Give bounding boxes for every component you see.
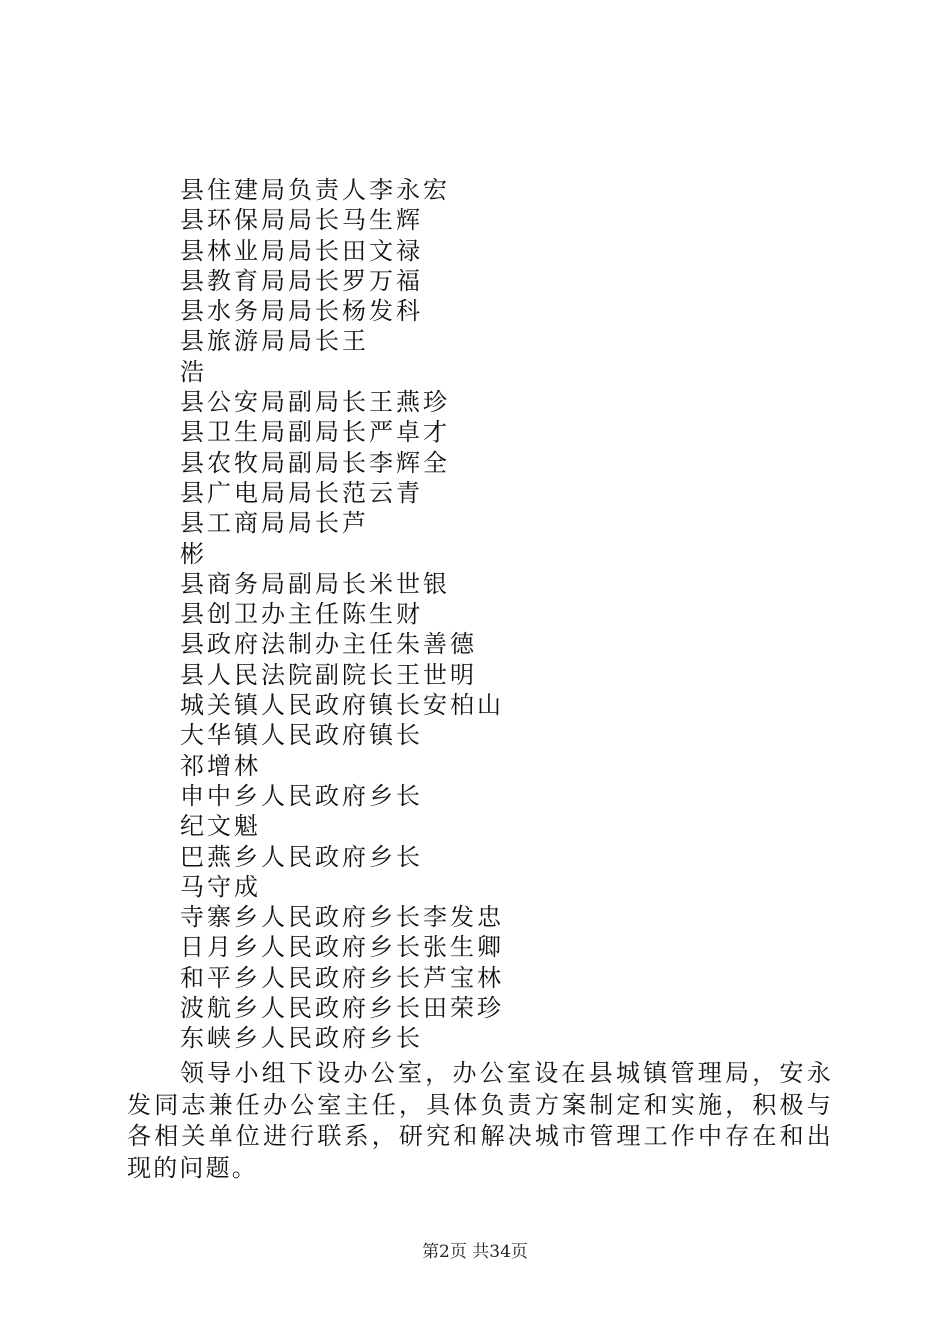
member-line: 马守成 [180,872,261,901]
member-list [180,175,840,1054]
member-line: 县环保局局长马生辉 [180,206,423,235]
member-line: 县住建局负责人李永宏 [180,176,450,204]
member-line: 寺寨乡人民政府乡长李发忠 [180,903,504,932]
member-line: 巴燕乡人民政府乡长 [180,842,423,871]
member-line: 申中乡人民政府乡长 [180,781,423,810]
member-line: 彬 [180,539,207,568]
member-line: 波航乡人民政府乡长田荣珍 [180,994,504,1023]
member-line: 祁增林 [180,751,261,780]
page-number-footer: 第2页 共34页 [422,1242,528,1262]
member-line: 和平乡人民政府乡长芦宝林 [180,963,504,992]
member-line: 城关镇人民政府镇长安柏山 [180,691,504,720]
member-line: 县农牧局副局长李辉全 [180,448,450,477]
member-line: 县政府法制办主任朱善德 [180,630,477,659]
member-line: 县教育局局长罗万福 [180,266,423,295]
member-line: 纪文魁 [180,812,261,841]
member-line: 县工商局局长芦 [180,509,369,538]
member-line: 县卫生局副局长严卓才 [180,418,450,447]
member-line: 县旅游局局长王 [180,327,369,356]
member-line: 县商务局副局长米世银 [180,569,450,598]
member-line: 县公安局副局长王燕珍 [180,388,450,417]
member-line: 县水务局局长杨发科 [180,297,423,326]
member-line: 县林业局局长田文禄 [180,236,423,265]
member-line: 大华镇人民政府镇长 [180,721,423,750]
member-line: 日月乡人民政府乡长张生卿 [180,933,504,962]
member-line: 浩 [180,357,207,386]
member-line: 县广电局局长范云青 [180,478,423,507]
member-line: 县创卫办主任陈生财 [180,600,423,629]
member-line: 东峡乡人民政府乡长 [180,1024,423,1053]
member-line: 县人民法院副院长王世明 [180,660,477,689]
office-paragraph: 领导小组下设办公室，办公室设在县城镇管理局，安永发同志兼任办公室主任，具体负责方案制定和实施，积极与各相关单位进行联系，研究和解决城市管理工作中存在和出现的问题。 [127,1059,833,1182]
